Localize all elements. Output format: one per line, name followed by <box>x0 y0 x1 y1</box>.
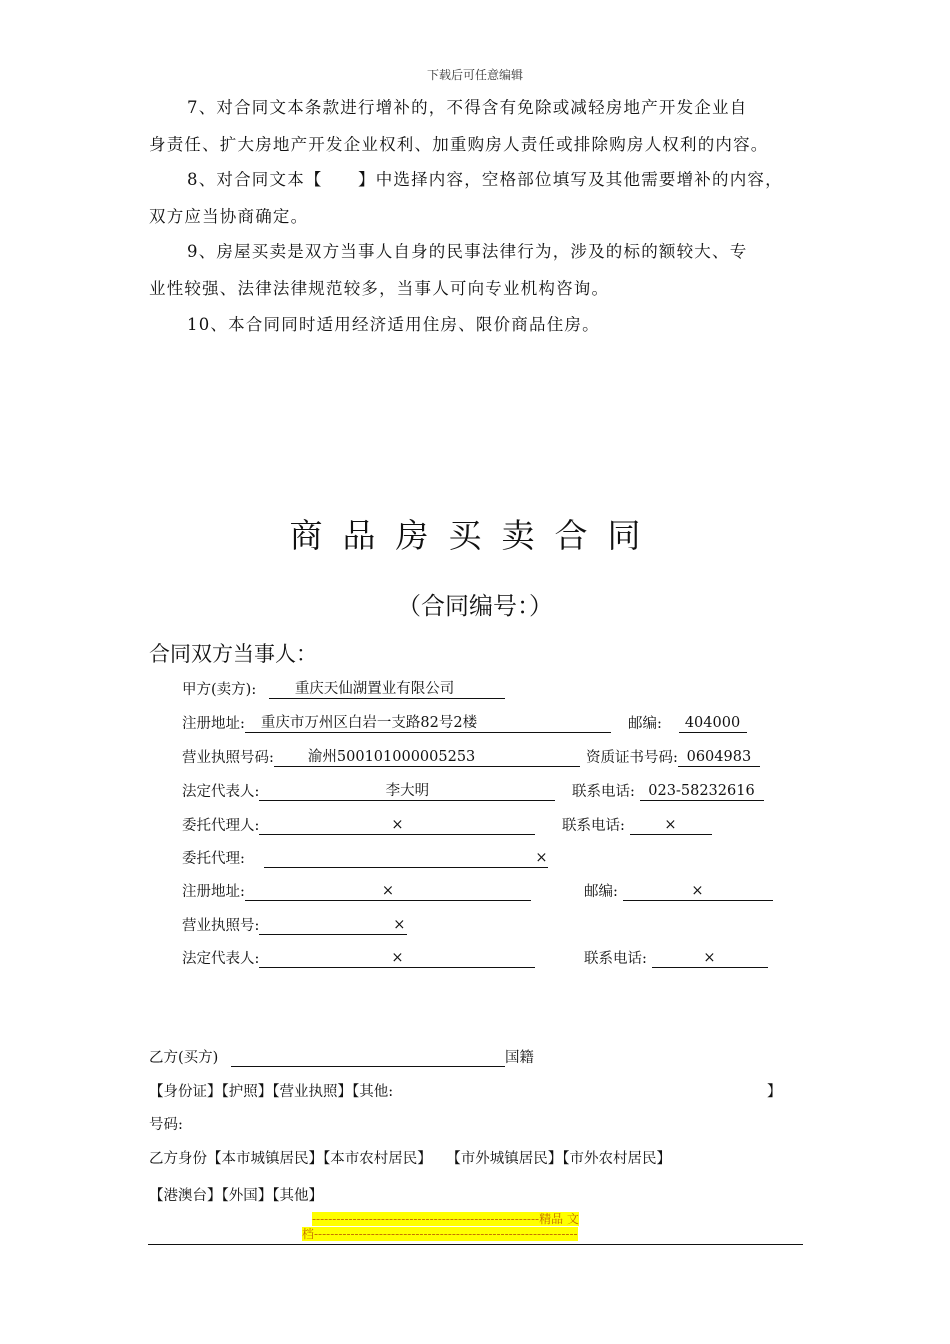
paragraph-9-line-2: 业性较强、法律法律规范较多，当事人可向专业机构咨询。 <box>149 279 610 298</box>
agency-phone-row <box>584 947 768 968</box>
postcode-row <box>628 712 747 733</box>
postcode-label: 邮编: <box>628 716 662 732</box>
number-row <box>149 1113 183 1134</box>
id-type-close <box>767 1080 782 1101</box>
agency-address-row <box>182 880 531 901</box>
buyer-row <box>149 1046 534 1067</box>
number-label: 号码: <box>149 1117 183 1133</box>
agency-license-row <box>182 914 407 935</box>
paragraph-8-line-2: 双方应当协商确定。 <box>149 207 309 226</box>
paragraph-7-line-2: 身责任、扩大房地产开发企业权利、加重购房人责任或排除购房人权利的内容。 <box>149 135 769 154</box>
parties-heading: 合同双方当事人： <box>149 642 317 666</box>
agent-row <box>182 814 535 835</box>
agency-address-field[interactable]: × <box>245 882 531 901</box>
agency-field[interactable]: × <box>264 849 548 868</box>
agency-phone-label: 联系电话: <box>584 951 647 967</box>
footer-watermark-line-2: 档----------------------------------------------------------------- <box>302 1227 578 1241</box>
legal-rep-label: 法定代表人: <box>182 784 260 800</box>
phone-row <box>572 780 764 801</box>
nationality-label: 国籍 <box>504 1050 534 1066</box>
id-type-close-bracket: 】 <box>767 1084 782 1100</box>
agency-legal-rep-field[interactable]: × <box>259 949 535 968</box>
document-title: 商品房买卖合同 <box>289 516 661 555</box>
address-row <box>182 712 611 733</box>
license-row <box>182 746 580 767</box>
agency-legal-rep-row <box>182 947 535 968</box>
agent-phone-field[interactable]: × <box>630 816 712 835</box>
agency-license-field[interactable]: × <box>259 916 407 935</box>
agency-postcode-row <box>584 880 773 901</box>
agency-label: 委托代理: <box>182 851 245 867</box>
agency-postcode-label: 邮编: <box>584 884 618 900</box>
buyer-label: 乙方(买方) <box>149 1050 219 1066</box>
postcode-field[interactable]: 404000 <box>679 714 747 733</box>
legal-rep-row <box>182 780 555 801</box>
footer-divider <box>148 1244 803 1245</box>
id-type-options: 【身份证】【护照】【营业执照】【其他: <box>149 1084 394 1100</box>
agency-legal-rep-label: 法定代表人: <box>182 951 260 967</box>
paragraph-9-line-1: 9、房屋买卖是双方当事人自身的民事法律行为，涉及的标的额较大、专 <box>187 242 748 261</box>
address-label: 注册地址: <box>182 716 245 732</box>
paragraph-7-line-1: 7、对合同文本条款进行增补的，不得含有免除或减轻房地产开发企业自 <box>187 98 748 117</box>
paragraph-8-line-1: 8、对合同文本【 】中选择内容，空格部位填写及其他需要增补的内容， <box>187 170 783 189</box>
legal-rep-field[interactable] <box>259 782 555 801</box>
license-label: 营业执照号码: <box>182 750 274 766</box>
agency-row <box>182 847 548 868</box>
agency-postcode-field[interactable]: × <box>623 882 773 901</box>
license-field[interactable]: 渝州500101000005253 <box>274 748 580 767</box>
seller-name-field[interactable]: 重庆天仙湖置业有限公司 <box>269 680 505 699</box>
identity-row <box>149 1147 671 1168</box>
paragraph-10: 10、本合同同时适用经济适用住房、限价商品住房。 <box>187 315 600 334</box>
phone-label: 联系电话: <box>572 784 635 800</box>
id-type-row <box>149 1080 393 1101</box>
identity-options: 乙方身份【本市城镇居民】【本市农村居民】 【市外城镇居民】【市外农村居民】 <box>149 1151 671 1167</box>
agency-address-label: 注册地址: <box>182 884 245 900</box>
identity-options-2: 【港澳台】【外国】【其他】 <box>149 1188 323 1204</box>
phone-field[interactable]: 023-58232616 <box>640 782 764 801</box>
agent-field[interactable]: × <box>259 816 535 835</box>
qualification-field[interactable]: 0604983 <box>678 748 760 767</box>
header-note: 下载后可任意编辑 <box>426 68 523 82</box>
agency-license-label: 营业执照号: <box>182 918 260 934</box>
identity-row-2 <box>149 1184 323 1205</box>
buyer-name-field[interactable] <box>231 1048 505 1067</box>
qualification-label: 资质证书号码: <box>586 750 678 766</box>
contract-number: （合同编号：） <box>397 592 553 620</box>
seller-row <box>182 678 505 699</box>
legal-rep-value: 李大明 <box>385 783 430 799</box>
footer-watermark-line-1: --------------------------------------------------------精品 文 <box>312 1212 579 1226</box>
agent-label: 委托代理人: <box>182 818 260 834</box>
address-field[interactable]: 重庆市万州区白岩一支路82号2楼 <box>245 714 611 733</box>
agent-phone-label: 联系电话: <box>562 818 625 834</box>
agency-phone-field[interactable]: × <box>652 949 768 968</box>
qualification-row <box>586 746 760 767</box>
seller-label: 甲方(卖方): <box>182 682 257 698</box>
agent-phone-row <box>562 814 712 835</box>
